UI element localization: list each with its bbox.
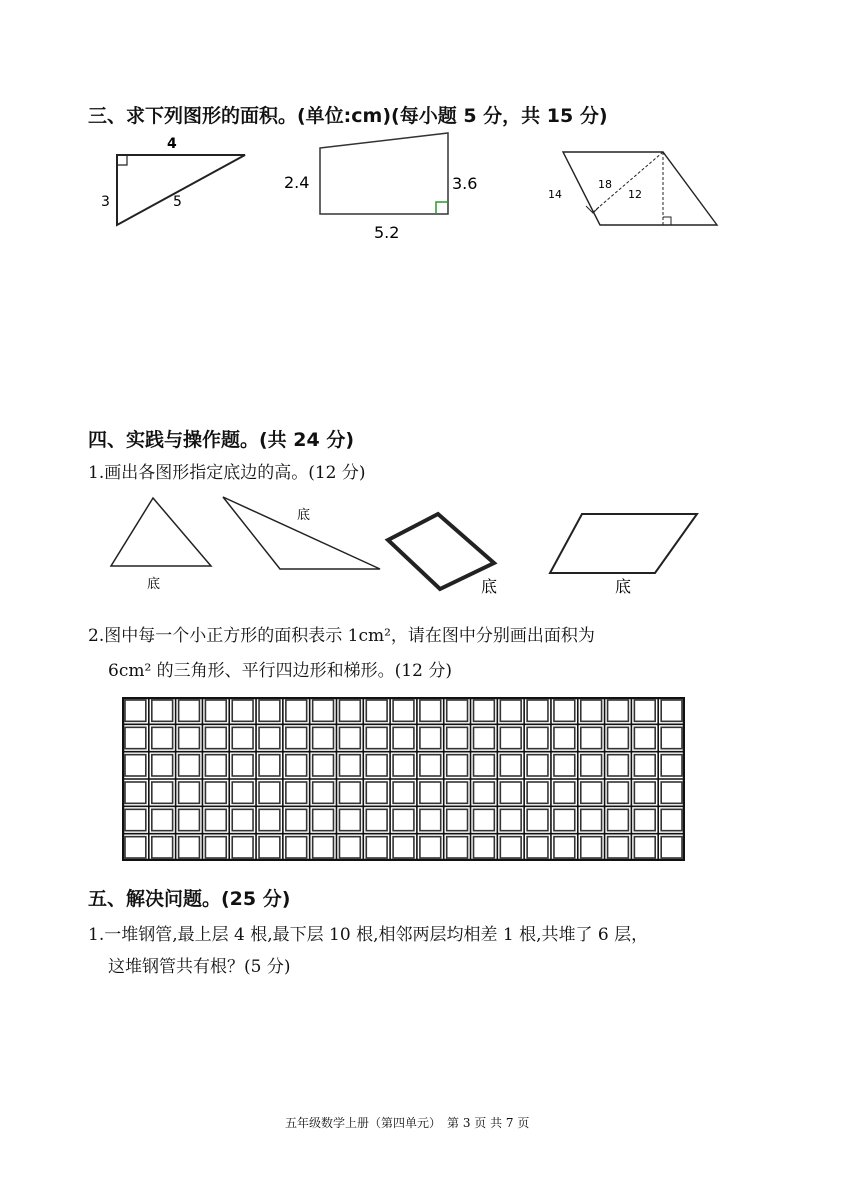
grid-cell[interactable] — [339, 809, 360, 830]
grid-cell[interactable] — [152, 809, 173, 830]
grid-cell[interactable] — [420, 837, 441, 858]
grid-cell[interactable] — [474, 837, 495, 858]
grid-cell[interactable] — [447, 755, 468, 776]
grid-cell[interactable] — [661, 809, 682, 830]
grid-cell[interactable] — [581, 809, 602, 830]
answer-space[interactable] — [88, 990, 768, 1090]
fig-d-base-label: 底 — [615, 577, 632, 596]
trapezoid-figure — [280, 128, 490, 246]
grid-cell[interactable] — [581, 700, 602, 721]
grid-cell[interactable] — [232, 782, 253, 803]
grid-cell[interactable] — [152, 782, 173, 803]
grid-cell[interactable] — [634, 727, 655, 748]
grid-cell[interactable] — [125, 837, 146, 858]
grid-cell[interactable] — [581, 727, 602, 748]
grid-cell[interactable] — [634, 809, 655, 830]
grid-cell[interactable] — [179, 782, 200, 803]
fig1-top-label: 4 — [167, 136, 177, 152]
grid-cell[interactable] — [393, 782, 414, 803]
question-4-1: 1.画出各图形指定底边的高。(12 分) — [88, 463, 366, 483]
grid-cell[interactable] — [527, 700, 548, 721]
grid-cell[interactable] — [527, 809, 548, 830]
grid-cell[interactable] — [447, 782, 468, 803]
grid-cell[interactable] — [179, 809, 200, 830]
grid-cell[interactable] — [232, 809, 253, 830]
grid-cell[interactable] — [634, 700, 655, 721]
section-3-heading: 三、求下列图形的面积。(单位:cm)(每小题 5 分，共 15 分) — [88, 105, 608, 127]
grid-cell[interactable] — [286, 727, 307, 748]
grid-cell[interactable] — [420, 727, 441, 748]
grid-cell[interactable] — [474, 809, 495, 830]
grid-cell[interactable] — [554, 782, 575, 803]
fig1-left-label: 3 — [101, 194, 110, 210]
grid-cell[interactable] — [554, 755, 575, 776]
grid-cell[interactable] — [608, 782, 629, 803]
grid-cell[interactable] — [313, 837, 334, 858]
grid-cell[interactable] — [581, 782, 602, 803]
grid-cell[interactable] — [339, 837, 360, 858]
grid-cell[interactable] — [527, 782, 548, 803]
grid-cell[interactable] — [339, 727, 360, 748]
grid-cell[interactable] — [634, 782, 655, 803]
grid-cell[interactable] — [339, 700, 360, 721]
fig3-diag-label: 18 — [598, 178, 612, 191]
grid-cell[interactable] — [366, 755, 387, 776]
grid-cell[interactable] — [474, 755, 495, 776]
question-5-1-line2: 这堆钢管共有根？(5 分) — [108, 957, 291, 977]
grid-cell[interactable] — [259, 809, 280, 830]
grid-cell[interactable] — [608, 809, 629, 830]
fig-c-base-label: 底 — [481, 577, 498, 596]
grid-cell[interactable] — [634, 837, 655, 858]
grid-cell[interactable] — [608, 700, 629, 721]
grid-cell[interactable] — [608, 755, 629, 776]
grid-cell[interactable] — [286, 782, 307, 803]
parallelogram-figure — [540, 140, 730, 236]
grid-cell[interactable] — [152, 755, 173, 776]
grid-cell[interactable] — [125, 727, 146, 748]
question-4-2-line2: 6cm² 的三角形、平行四边形和梯形。(12 分) — [108, 661, 452, 681]
grid-cell[interactable] — [366, 809, 387, 830]
fig2-left-label: 2.4 — [284, 173, 310, 192]
grid-cell[interactable] — [313, 700, 334, 721]
grid-cell[interactable] — [554, 837, 575, 858]
grid-cell[interactable] — [205, 755, 226, 776]
grid-cell[interactable] — [232, 837, 253, 858]
grid-cell[interactable] — [661, 727, 682, 748]
grid-cell[interactable] — [205, 700, 226, 721]
grid-cell[interactable] — [179, 727, 200, 748]
grid-cell[interactable] — [286, 755, 307, 776]
grid-cell[interactable] — [205, 837, 226, 858]
grid-cell[interactable] — [661, 700, 682, 721]
grid-cell[interactable] — [500, 837, 521, 858]
grid-cell[interactable] — [259, 755, 280, 776]
grid-cell[interactable] — [420, 700, 441, 721]
grid-cell[interactable] — [205, 782, 226, 803]
grid-cell[interactable] — [500, 782, 521, 803]
height-drawing-figures — [105, 492, 705, 602]
square-grid[interactable] — [122, 697, 685, 861]
grid-cell[interactable] — [393, 700, 414, 721]
fig3-height-label: 12 — [628, 188, 642, 201]
grid-cell[interactable] — [232, 727, 253, 748]
grid-cell[interactable] — [393, 837, 414, 858]
grid-cell[interactable] — [232, 755, 253, 776]
grid-cell[interactable] — [420, 782, 441, 803]
grid-cell[interactable] — [581, 837, 602, 858]
grid-cell[interactable] — [554, 809, 575, 830]
grid-cell[interactable] — [179, 700, 200, 721]
grid-cell[interactable] — [366, 727, 387, 748]
grid-cell[interactable] — [420, 809, 441, 830]
grid-cell[interactable] — [500, 809, 521, 830]
grid-cell[interactable] — [608, 837, 629, 858]
grid-cell[interactable] — [259, 727, 280, 748]
grid-cell[interactable] — [179, 755, 200, 776]
grid-cell[interactable] — [286, 700, 307, 721]
grid-cell[interactable] — [125, 755, 146, 776]
grid-cell[interactable] — [474, 782, 495, 803]
grid-cell[interactable] — [527, 727, 548, 748]
grid-cell[interactable] — [152, 837, 173, 858]
grid-cell[interactable] — [205, 809, 226, 830]
grid-cell[interactable] — [447, 700, 468, 721]
grid-cell[interactable] — [152, 700, 173, 721]
grid-cell[interactable] — [205, 727, 226, 748]
grid-cell[interactable] — [125, 782, 146, 803]
grid-cell[interactable] — [259, 782, 280, 803]
grid-cell[interactable] — [474, 700, 495, 721]
page-footer: 五年级数学上册（第四单元） 第 3 页 共 7 页 — [285, 1116, 530, 1130]
grid-cell[interactable] — [366, 782, 387, 803]
right-triangle-figure — [95, 128, 255, 230]
grid-cell[interactable] — [313, 809, 334, 830]
grid-cell[interactable] — [393, 755, 414, 776]
fig3-side-label: 14 — [548, 188, 562, 201]
grid-cell[interactable] — [527, 837, 548, 858]
grid-cell[interactable] — [474, 727, 495, 748]
grid-cell[interactable] — [554, 700, 575, 721]
fig1-hyp-label: 5 — [173, 194, 182, 210]
grid-cell[interactable] — [313, 727, 334, 748]
fig-b-base-label: 底 — [297, 508, 311, 523]
question-4-2-line1: 2.图中每一个小正方形的面积表示 1cm²，请在图中分别画出面积为 — [88, 626, 595, 646]
grid-cell[interactable] — [661, 837, 682, 858]
fig2-right-label: 3.6 — [452, 174, 478, 193]
fig-a-base-label: 底 — [147, 577, 161, 592]
grid-cell[interactable] — [313, 782, 334, 803]
grid-cell[interactable] — [500, 755, 521, 776]
grid-cell[interactable] — [152, 727, 173, 748]
section-4-heading: 四、实践与操作题。(共 24 分) — [88, 429, 355, 451]
grid-cell[interactable] — [500, 727, 521, 748]
grid-cell[interactable] — [447, 809, 468, 830]
grid-cell[interactable] — [634, 755, 655, 776]
grid-cell[interactable] — [339, 755, 360, 776]
grid-cell[interactable] — [447, 837, 468, 858]
square-grid-svg — [122, 697, 685, 861]
grid-cell[interactable] — [125, 809, 146, 830]
question-5-1-line1: 1.一堆钢管,最上层 4 根,最下层 10 根,相邻两层均相差 1 根,共堆了 6 层， — [88, 925, 649, 945]
grid-cell[interactable] — [125, 700, 146, 721]
grid-cell[interactable] — [447, 727, 468, 748]
grid-cell[interactable] — [393, 727, 414, 748]
grid-cell[interactable] — [259, 700, 280, 721]
grid-cell[interactable] — [179, 837, 200, 858]
section-5-heading: 五、解决问题。(25 分) — [88, 888, 291, 910]
grid-cell[interactable] — [420, 755, 441, 776]
grid-cell[interactable] — [661, 782, 682, 803]
fig2-bottom-label: 5.2 — [374, 223, 400, 242]
grid-cell[interactable] — [661, 755, 682, 776]
grid-cell[interactable] — [366, 837, 387, 858]
grid-cell[interactable] — [393, 809, 414, 830]
grid-cell[interactable] — [500, 700, 521, 721]
grid-cell[interactable] — [554, 727, 575, 748]
grid-cell[interactable] — [313, 755, 334, 776]
grid-cell[interactable] — [286, 837, 307, 858]
grid-cell[interactable] — [527, 755, 548, 776]
grid-cell[interactable] — [232, 700, 253, 721]
grid-cell[interactable] — [608, 727, 629, 748]
grid-cell[interactable] — [339, 782, 360, 803]
grid-cell[interactable] — [259, 837, 280, 858]
grid-cell[interactable] — [286, 809, 307, 830]
grid-cell[interactable] — [581, 755, 602, 776]
grid-cell[interactable] — [366, 700, 387, 721]
